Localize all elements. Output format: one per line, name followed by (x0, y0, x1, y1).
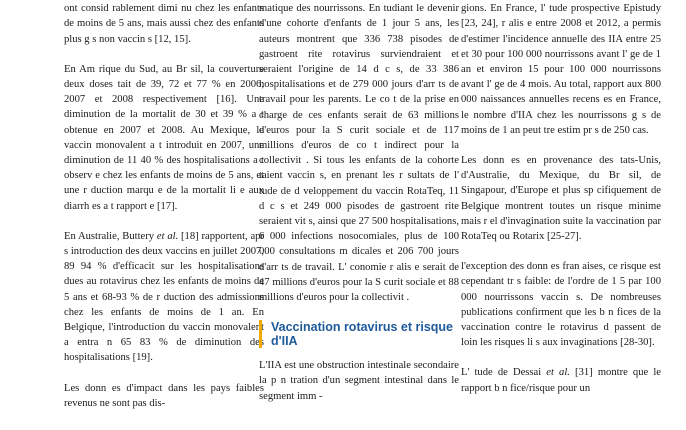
section-heading: Vaccination rotavirus et risque d'IIA (259, 320, 459, 348)
text-column-2 (259, 0, 459, 419)
paragraph: l'exception des donn es fran aises, ce risque est cependant tr s faible: de l'ordre de 1 5 par 100 000 nourrissons vaccin s. De nombreuses publications confirment que les b n fices de la vaccination contre le rotavirus d passent de loin les risques li s aux invaginations [28-30]. (461, 261, 661, 349)
paragraph: gions. En France, l' tude prospective Epistudy [23, 24], r alis e entre 2008 et 2012, a permis d'estimer l'incidence annuelle des IIA entre 25 et 30 pour 100 000 nourrissons avant l' ge de 1 an et environ 15 pour 100 000 nourrissons avant l' ge de 4 mois. Au total, rapport aux 800 000 naissances annuelles recens es en France, le nombre d'IIA chez les nourrissons g s de moins de 1 an peut tre estim pr s de 250 cas. (461, 3, 661, 136)
text-column-3 (461, 0, 661, 411)
paragraph: matique des nourrissons. En tudiant le devenir d'une cohorte d'enfants de 1 jour 5 ans, les auteurs montrent que 336 738 pisodes de gastroent rite rotavirus surviendraient et seraient l'origine de 14 d c s, de 33 386 hospitalisations et de 279 000 jours d'arr ts de travail pour les parents. Le co t de la prise en charge de ces enfants serait de 63 millions d'euros pour la S curit sociale et de 117 millions d'euros de co t indirect pour la collectivit . Si tous les enfants de la cohorte taient vaccin s, en prenant les r sultats de l' tude de d veloppement du vaccin RotaTeq, 11 d c s et 249 000 pisodes de gastroent rite seraient vit s, ainsi que 27 500 hospitalisations, 6 000 infections nosocomiales, plus de 100 000 consultations m dicales et 206 700 jours d'arr ts de travail. L' conomie r alis e serait de 47 millions d'euros pour la S curit sociale et 88 millions d'euros pour la collectivit . (259, 3, 459, 304)
paragraph: Les donn es en provenance des tats-Unis, d'Australie, du Mexique, du Br sil, de Singapour, d'Europe et plus sp cifiquement de Belgique montrent toutes un risque minime mais r el d'invagination suite la vaccination par RotaTeq ou Rotarix [25-27]. (461, 155, 661, 243)
paragraph: En Am rique du Sud, au Br sil, la couverture deux doses tait de 39, 72 et 77 % en 2006, 2007 et 2008 respectivement [16]. Une diminution de la mortalit de 30 et 39 % a t obtenue en 2007 et 2008. Au Mexique, le vaccin monovalent a t introduit en 2007, une diminution de 11 40 % des hospitalisations a t observ e chez les enfants de moins de 5 ans, et une r duction marqu e de la mortalit li e aux diarrh es a t rapport e [17]. (64, 63, 264, 212)
paragraph: L' tude de Dessai et al. [31] montre que le rapport b n fice/risque pour un (461, 367, 661, 394)
text-column-1 (64, 0, 264, 426)
paragraph: Les donn es d'impact dans les pays faibles revenus ne sont pas dis- (64, 382, 264, 409)
paragraph: L'IIA est une obstruction intestinale secondaire la p n tration d'un segment intestinal dans le segment imm - (259, 360, 459, 402)
paragraph: En Australie, Buttery et al. [18] rapportent, apr s introduction des deux vaccins en juillet 2007, 89 94 % d'efficacit sur les hospitalisations dues au rotavirus chez les enfants de moins de 5 ans et 68-93 % de r duction des admissions chez les enfants de moins de 1 an. En Belgique, l'introduction du vaccin monovalent a entra n 65 83 % de diminution des hospitalisations [19]. (64, 230, 264, 364)
paragraph: ont consid rablement dimi nu chez les enfants de moins de 5 ans, mais aussi chez des enfants plus g s non vaccin s [12, 15]. (64, 3, 264, 45)
